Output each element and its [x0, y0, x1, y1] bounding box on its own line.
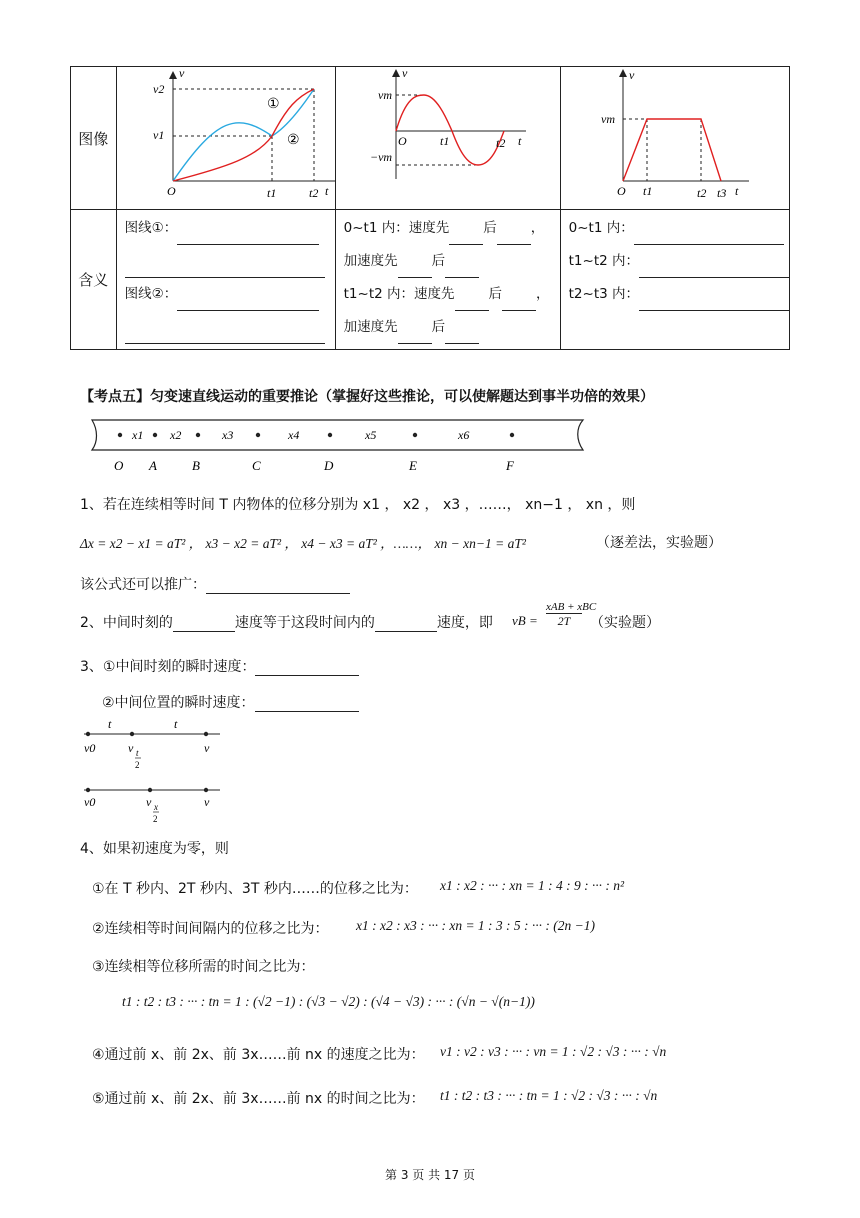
point-label: E	[409, 458, 417, 473]
label-t2: t2	[308, 186, 318, 200]
label-t2: t2	[495, 136, 505, 150]
denominator: 2T	[557, 614, 571, 628]
point-label: D	[324, 458, 334, 473]
v0-label: v0	[84, 795, 96, 809]
item4-p4-text: ④通过前 x、前 2x、前 3x……前 nx 的速度之比为：	[92, 1047, 425, 1063]
blank[interactable]	[206, 579, 350, 594]
blank[interactable]	[177, 296, 319, 311]
blank[interactable]	[375, 617, 437, 632]
text: 后	[483, 220, 497, 236]
item1-extend	[80, 574, 350, 594]
axis-v: v	[401, 67, 407, 80]
blank[interactable]	[455, 296, 489, 311]
axis-t: t	[324, 184, 328, 198]
text: 0~t1 内：	[568, 220, 634, 236]
origin: O	[166, 184, 176, 198]
graph-cell-1	[116, 67, 335, 210]
item2-note: （实验题）	[590, 615, 660, 631]
text: t1~t2 内：	[568, 253, 639, 269]
t-label: t	[108, 717, 112, 731]
vt-graph-curves	[117, 67, 335, 205]
label-vm: vm	[600, 112, 615, 126]
item1-note: （逐差法，实验题）	[596, 535, 722, 551]
ticker-tape-diagram	[78, 414, 598, 476]
curve-label-1: ①	[266, 97, 280, 112]
label-t1: t1	[642, 184, 652, 198]
point-label: C	[252, 458, 261, 473]
text: 后	[488, 286, 502, 302]
sub-half: 2	[135, 760, 140, 770]
x-label: x1	[132, 428, 144, 442]
midtime-diagram	[78, 716, 238, 772]
text: 速度等于这段时间内的	[234, 615, 375, 631]
v-label: v	[204, 795, 210, 809]
text: 后	[431, 253, 446, 269]
item3-line1	[80, 656, 359, 676]
item4-p2-text: ②连续相等时间间隔内的位移之比为：	[92, 921, 329, 937]
vmid-label: v	[128, 741, 134, 755]
v0-label: v0	[84, 741, 96, 755]
point-label: A	[149, 458, 157, 473]
text: 加速度先	[343, 319, 398, 335]
meaning1-label-2: 图线②：	[124, 286, 178, 302]
blank[interactable]	[449, 230, 483, 245]
item4-p2-eq: x1 : x2 : x3 : ··· : xn = 1 : 3 : 5 : ··· : (2n −1)	[356, 918, 596, 933]
text: 后	[431, 319, 446, 335]
item4-p4-eq: v1 : v2 : v3 : ··· : vn = 1 : √2 : √3 : ··· : √n	[440, 1044, 667, 1059]
sub-t: t	[136, 748, 139, 758]
meaning1-label-1: 图线①：	[124, 220, 178, 236]
midposition-diagram	[78, 772, 238, 828]
item1-formula: Δx = x2 − x1 = aT² ， x3 − x2 = aT² ， x4 − x3 = aT² ，……， xn − xn−1 = aT²	[80, 536, 526, 551]
point-label: O	[114, 458, 124, 473]
text: 2、中间时刻的	[80, 615, 173, 631]
label-t1: t1	[266, 186, 276, 200]
blank[interactable]	[125, 329, 325, 344]
axis-v: v	[628, 68, 634, 82]
text: ②中间位置的瞬时速度：	[102, 695, 255, 711]
axis-t: t	[734, 184, 738, 198]
item4-p5-text: ⑤通过前 x、前 2x、前 3x……前 nx 的时间之比为：	[92, 1091, 425, 1107]
page-footer: 第 3 页 共 17 页	[385, 1168, 475, 1182]
sub-half: 2	[153, 814, 158, 824]
origin: O	[616, 184, 626, 198]
item4-p5-eq: t1 : t2 : t3 : ··· : tn = 1 : √2 : √3 : ··· : √n	[440, 1088, 658, 1103]
x-label: x6	[458, 428, 470, 442]
section-title: 【考点五】匀变速直线运动的重要推论（掌握好这些推论，可以使解题达到事半功倍的效果）	[80, 389, 654, 405]
item2-line	[80, 612, 493, 632]
axis-v: v	[178, 67, 184, 80]
blank[interactable]	[255, 661, 359, 676]
text: 0~t1 内：速度先	[343, 220, 450, 236]
kinematics-table	[70, 66, 790, 350]
blank[interactable]	[445, 263, 479, 278]
vmid-label: v	[146, 795, 152, 809]
item1-text: 1、若在连续相等时间 T 内物体的位移分别为 x1 ， x2 ， x3 ，……， xn−1 ， xn ，则	[80, 497, 636, 513]
blank[interactable]	[445, 329, 479, 344]
x-label: x3	[222, 428, 234, 442]
blank[interactable]	[177, 230, 319, 245]
blank[interactable]	[639, 263, 789, 278]
x-label: x5	[365, 428, 377, 442]
origin: O	[397, 134, 407, 148]
label-neg-vm: −vm	[369, 150, 392, 164]
meaning-cell-3	[560, 210, 789, 350]
item4-p3-text: ③连续相等位移所需的时间之比为：	[92, 959, 315, 975]
vt-graph-trapezoid	[561, 67, 789, 205]
vt-graph-sine	[336, 67, 560, 205]
blank[interactable]	[125, 263, 325, 278]
x-label: x4	[288, 428, 300, 442]
meaning-cell-2	[335, 210, 560, 350]
sub-x: x	[154, 802, 158, 812]
text: t1~t2 内：速度先	[343, 286, 455, 302]
text: ，	[536, 286, 550, 302]
meaning-cell-1	[116, 210, 335, 350]
blank[interactable]	[255, 697, 359, 712]
row-label-graph: 图像	[71, 67, 117, 210]
blank[interactable]	[398, 329, 432, 344]
text: 速度，即	[436, 615, 493, 631]
item3-line2	[102, 692, 359, 712]
label-t3: t3	[716, 186, 726, 200]
x-label: x2	[170, 428, 182, 442]
blank[interactable]	[634, 230, 784, 245]
graph-cell-3	[560, 67, 789, 210]
text: 3、①中间时刻的瞬时速度：	[80, 659, 256, 675]
row-label-meaning: 含义	[71, 210, 117, 350]
label-vm: vm	[377, 88, 392, 102]
item4-p1-text: ①在 T 秒内、2T 秒内、3T 秒内……的位移之比为：	[92, 881, 418, 897]
axis-t: t	[517, 134, 521, 148]
text: ，	[530, 220, 545, 236]
item4-p1-eq: x1 : x2 : ··· : xn = 1 : 4 : 9 : ··· : n²	[440, 878, 625, 893]
point-label: B	[192, 458, 200, 473]
item2-fraction	[546, 601, 597, 629]
curve-label-2: ②	[286, 133, 300, 148]
blank[interactable]	[502, 296, 536, 311]
text: 该公式还可以推广：	[80, 577, 206, 593]
item2-lhs: vB =	[512, 613, 538, 628]
label-v1: v1	[152, 128, 164, 142]
blank[interactable]	[639, 296, 789, 311]
t-label: t	[174, 717, 178, 731]
text: 加速度先	[343, 253, 398, 269]
v-label: v	[204, 741, 210, 755]
graph-cell-2	[335, 67, 560, 210]
label-t1: t1	[439, 134, 449, 148]
item4-title: 4、如果初速度为零，则	[80, 841, 229, 857]
numerator: xAB + xBC	[546, 601, 597, 613]
label-v2: v2	[152, 82, 164, 96]
blank[interactable]	[173, 617, 235, 632]
item4-p3-eq: t1 : t2 : t3 : ··· : tn = 1 : (√2 −1) : (√3 − √2) : (√4 − √3) : ··· : (√n − √(n−1))	[122, 994, 535, 1009]
text: t2~t3 内：	[568, 286, 639, 302]
blank[interactable]	[497, 230, 531, 245]
blank[interactable]	[398, 263, 432, 278]
point-label: F	[506, 458, 514, 473]
label-t2: t2	[696, 186, 706, 200]
